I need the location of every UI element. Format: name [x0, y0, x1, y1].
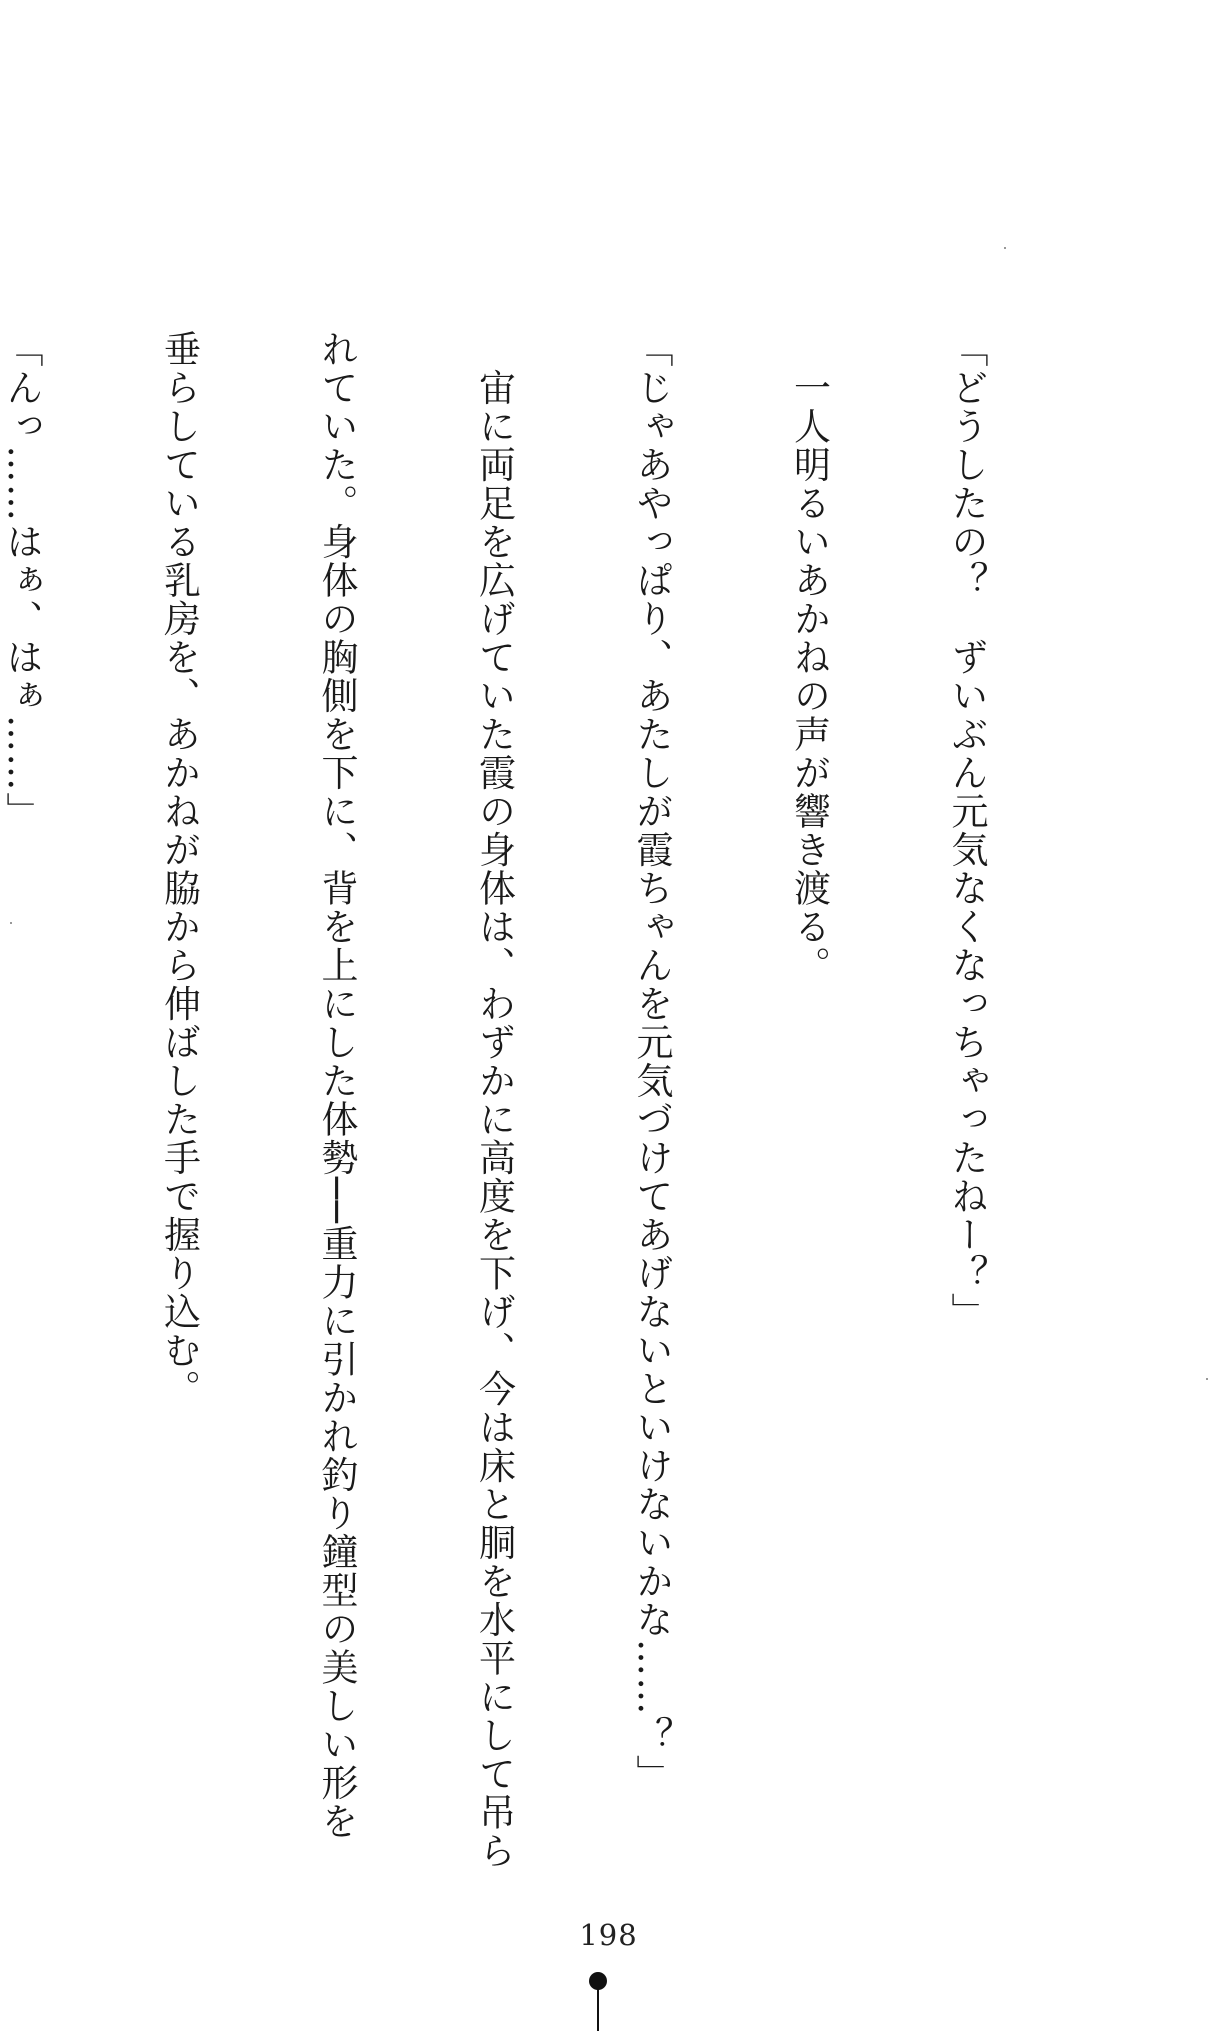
page-number: 198	[579, 1918, 638, 1952]
text-line: 宙に両足を広げていた霞の身体は、わずかに高度を下げ、今は床と胴を水平にして吊ら	[472, 330, 516, 1870]
scan-speck	[1206, 1378, 1208, 1380]
folio-stem-ornament	[597, 1988, 599, 2031]
text-line: 「んっ……はぁ、はぁ……」	[0, 330, 43, 831]
text-line: れていた。身体の胸側を下に、背を上にした体勢──重力に引かれ釣り鐘型の美しい形を	[315, 330, 358, 1841]
text-line: 「どうしたの？ ずいぶん元気なくなっちゃったねー？」	[945, 330, 988, 1331]
text-line: 「じゃあやっぱり、あたしが霞ちゃんを元気づけてあげないといけないかな……？」	[630, 330, 673, 1793]
text-line: 一人明るいあかねの声が響き渡る。	[787, 330, 831, 985]
scan-speck	[1004, 247, 1006, 249]
text-line: 垂らしている乳房を、あかねが脇から伸ばした手で握り込む。	[157, 330, 201, 1408]
scan-speck	[10, 922, 12, 924]
body-text	[0, 330, 1097, 1870]
